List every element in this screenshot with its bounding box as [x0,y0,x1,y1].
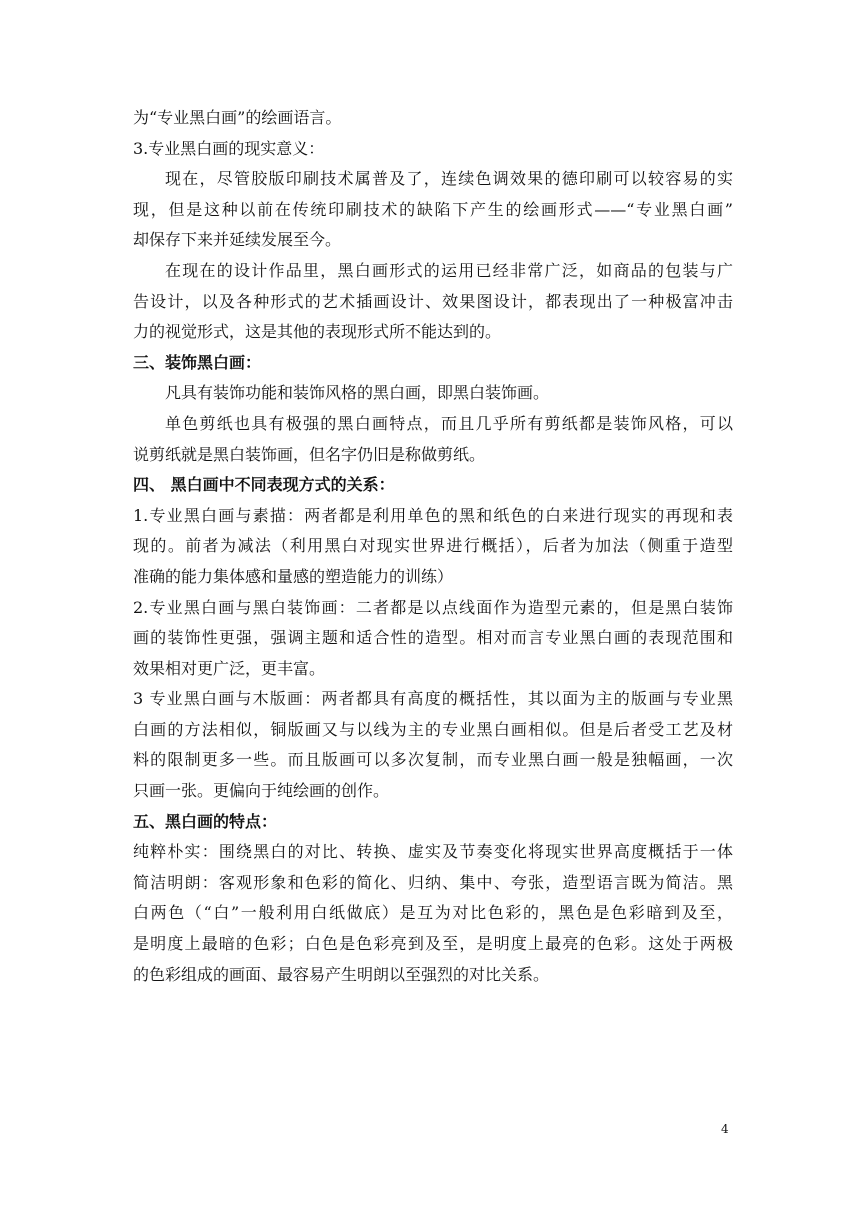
section-heading: 四、 黑白画中不同表现方式的关系： [133,475,395,495]
text-line: 的色彩组成的画面、最容易产生明朗以至强烈的对比关系。 [133,964,550,984]
text-line: 1.专业黑白画与素描：两者都是利用单色的黑和纸色的白来进行现实的再现和表 [133,505,733,525]
text-line: 料的限制更多一些。而且版画可以多次复制，而专业黑白画一般是独幅画，一次 [133,750,733,770]
text-line: 凡具有装饰功能和装饰风格的黑白画，即黑白装饰画。 [165,383,550,403]
text-line: 3 专业黑白画与木版画：两者都具有高度的概括性，其以面为主的版画与专业黑 [133,689,733,709]
text-line: 在现在的设计作品里，黑白画形式的运用已经非常广泛，如商品的包装与广 [165,260,733,280]
text-line: 效果相对更广泛，更丰富。 [133,658,326,678]
text-line: 现在，尽管胶版印刷技术属普及了，连续色调效果的德印刷可以较容易的实 [165,169,733,189]
text-line: 纯粹朴实：围绕黑白的对比、转换、虚实及节奏变化将现实世界高度概括于一体 [133,842,733,862]
section-heading: 五、黑白画的特点： [133,811,278,831]
text-line: 现，但是这种以前在传统印刷技术的缺陷下产生的绘画形式——“专业黑白画” [133,199,733,219]
text-line: 只画一张。更偏向于纯绘画的创作。 [133,781,390,801]
text-line: 3.专业黑白画的现实意义： [133,138,325,158]
text-line: 力的视觉形式，这是其他的表现形式所不能达到的。 [133,322,502,342]
page-number: 4 [721,1122,729,1136]
text-line: 简洁明朗：客观形象和色彩的简化、归纳、集中、夸张，造型语言既为简洁。黑 [133,872,733,892]
text-line: 却保存下来并延续发展至今。 [133,230,342,250]
text-line: 是明度上最暗的色彩；白色是色彩亮到及至，是明度上最亮的色彩。这处于两极 [133,934,733,954]
text-line: 告设计，以及各种形式的艺术插画设计、效果图设计，都表现出了一种极富冲击 [133,291,733,311]
text-line: 单色剪纸也具有极强的黑白画特点，而且几乎所有剪纸都是装饰风格，可以 [165,413,733,433]
text-line: 现的。前者为减法（利用黑白对现实世界进行概括），后者为加法（侧重于造型 [133,536,733,556]
text-line: 白两色（“白”一般利用白纸做底）是互为对比色彩的，黑色是色彩暗到及至， [133,903,733,923]
text-line: 2.专业黑白画与黑白装饰画：二者都是以点线面作为造型元素的，但是黑白装饰 [133,597,733,617]
text-line: 为“专业黑白画”的绘画语言。 [133,108,342,127]
section-heading: 三、装饰黑白画： [133,352,262,372]
document-body [133,103,733,990]
text-line: 准确的能力集体感和量感的塑造能力的训练） [133,566,454,586]
text-line: 画的装饰性更强，强调主题和适合性的造型。相对而言专业黑白画的表现范围和 [133,628,733,648]
text-line: 白画的方法相似，铜版画又与以线为主的专业黑白画相似。但是后者受工艺及材 [133,719,733,739]
text-line: 说剪纸就是黑白装饰画，但名字仍旧是称做剪纸。 [133,444,486,464]
